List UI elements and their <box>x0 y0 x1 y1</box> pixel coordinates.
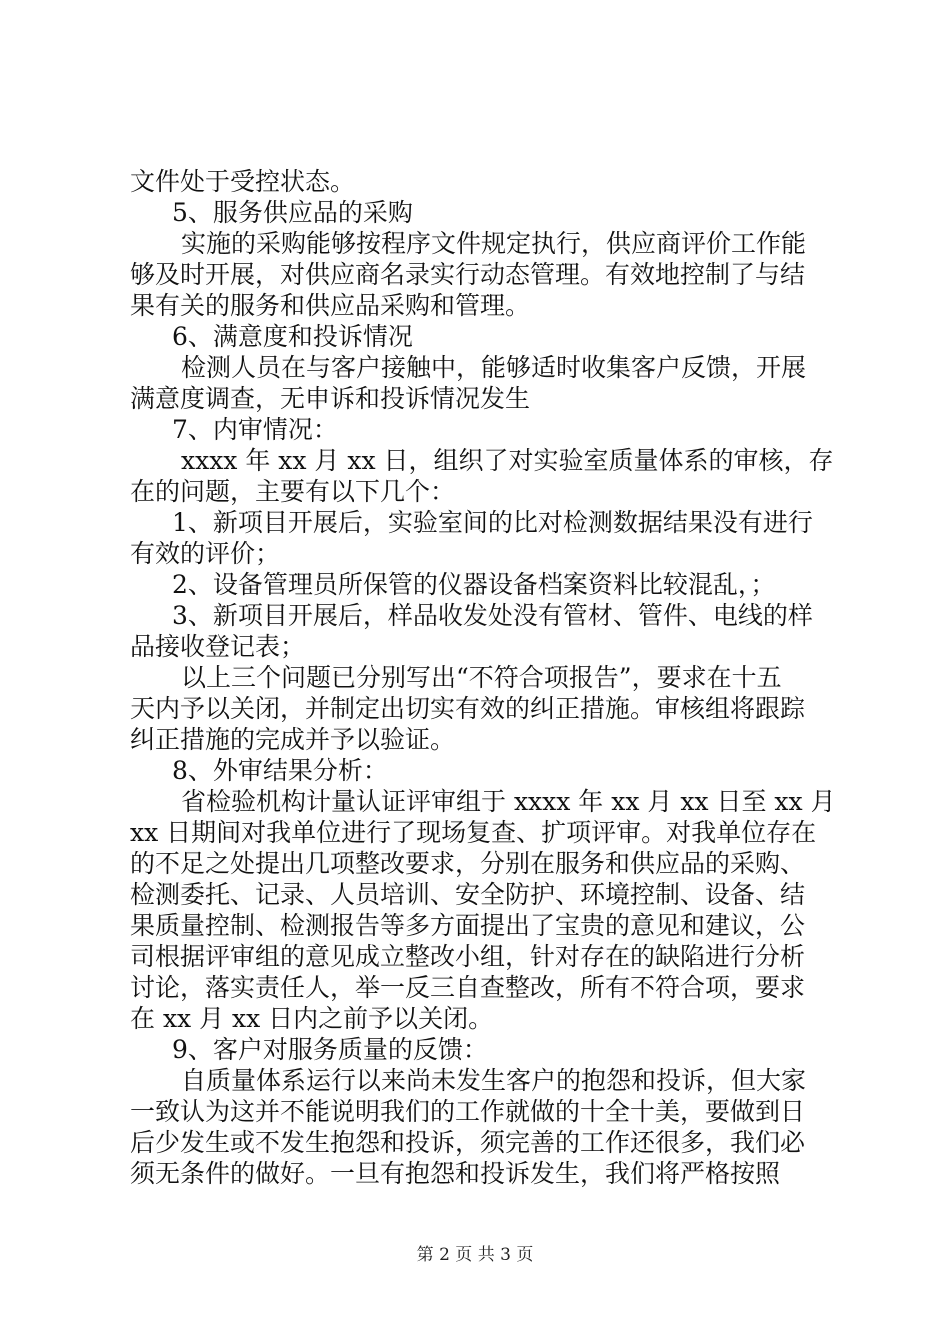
text-line: 有效的评价； <box>130 539 281 568</box>
text-line: 文件处于受控状态。 <box>130 167 356 196</box>
paragraph-first-line: 检测人员在与客户接触中，能够适时收集客户反馈，开展 <box>181 353 807 382</box>
paragraph-first-line: 实施的采购能够按程序文件规定执行，供应商评价工作能 <box>181 229 807 258</box>
text-line: 一致认为这并不能说明我们的工作就做的十全十美，要做到日 <box>130 1097 806 1126</box>
text-line: 的不足之处提出几项整改要求，分别在服务和供应品的采购、 <box>130 849 806 878</box>
section-heading: 7、内审情况： <box>172 415 338 444</box>
page-number-label: 第 2 页 共 3 页 <box>416 1245 534 1265</box>
document-body <box>0 166 950 1189</box>
section-heading: 6、满意度和投诉情况 <box>172 322 413 351</box>
paragraph-first-line: xxxx 年 xx 月 xx 日，组织了对实验室质量体系的审核，存 <box>181 446 834 475</box>
section-heading: 5、服务供应品的采购 <box>172 198 413 227</box>
text-line: 果质量控制、检测报告等多方面提出了宝贵的意见和建议，公 <box>130 911 806 940</box>
paragraph-first-line: 以上三个问题已分别写出“不符合项报告”，要求在十五 <box>181 663 782 692</box>
text-line: 后少发生或不发生抱怨和投诉，须完善的工作还很多，我们必 <box>130 1128 806 1157</box>
paragraph-first-line: 省检验机构计量认证评审组于 xxxx 年 xx 月 xx 日至 xx 月 <box>181 787 836 816</box>
list-item: 3、新项目开展后，样品收发处没有管材、管件、电线的样 <box>172 601 813 630</box>
text-line: 品接收登记表； <box>130 632 306 661</box>
text-line: 果有关的服务和供应品采购和管理。 <box>130 291 531 320</box>
text-line: 在 xx 月 xx 日内之前予以关闭。 <box>130 1004 494 1033</box>
section-heading: 8、外审结果分析： <box>172 756 388 785</box>
text-line: 天内予以关闭，并制定出切实有效的纠正措施。审核组将跟踪 <box>130 694 806 723</box>
text-line: 够及时开展，对供应商名录实行动态管理。有效地控制了与结 <box>130 260 806 289</box>
paragraph-first-line: 自质量体系运行以来尚未发生客户的抱怨和投诉，但大家 <box>181 1066 807 1095</box>
text-line: 须无条件的做好。一旦有抱怨和投诉发生，我们将严格按照 <box>130 1159 781 1188</box>
text-line: 讨论，落实责任人，举一反三自查整改，所有不符合项，要求 <box>130 973 806 1002</box>
text-line: 检测委托、记录、人员培训、安全防护、环境控制、设备、结 <box>130 880 806 909</box>
text-line: 司根据评审组的意见成立整改小组，针对存在的缺陷进行分析 <box>130 942 806 971</box>
text-line: 纠正措施的完成并予以验证。 <box>130 725 456 754</box>
page-footer <box>0 1240 950 1265</box>
list-item: 1、新项目开展后，实验室间的比对检测数据结果没有进行 <box>172 508 813 537</box>
text-line: 在的问题，主要有以下几个： <box>130 477 456 506</box>
text-line: xx 日期间对我单位进行了现场复查、扩项评审。对我单位存在 <box>130 818 817 847</box>
text-line: 满意度调查，无申诉和投诉情况发生 <box>130 384 531 413</box>
list-item: 2、设备管理员所保管的仪器设备档案资料比较混乱，； <box>172 570 776 599</box>
section-heading: 9、客户对服务质量的反馈： <box>172 1035 488 1064</box>
